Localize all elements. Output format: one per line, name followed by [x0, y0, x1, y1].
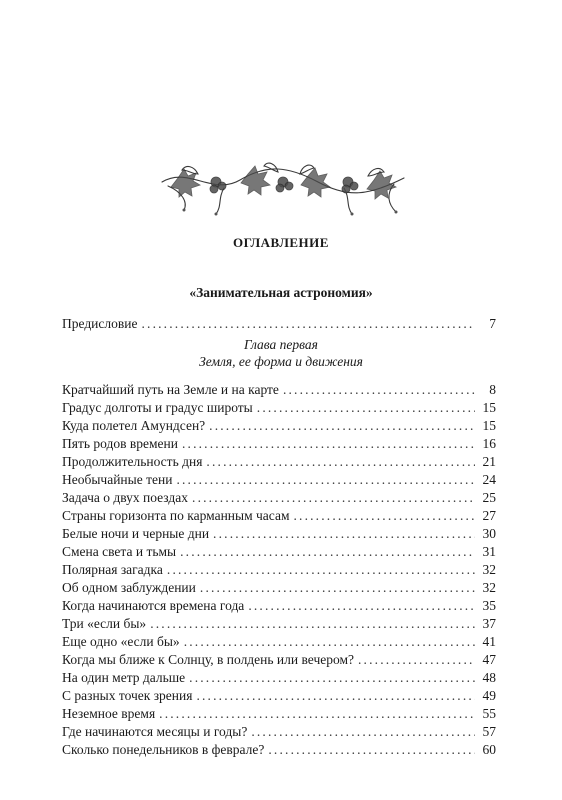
toc-entry[interactable] — [62, 417, 496, 434]
toc-entry[interactable] — [62, 453, 496, 470]
toc-entry-page: 35 — [482, 598, 496, 613]
leader-dots — [257, 399, 475, 416]
toc-entry-page: 32 — [482, 562, 496, 577]
leader-dots — [141, 315, 475, 332]
toc-entry-title: Продолжительность дня — [62, 454, 203, 469]
toc-entry-title: Еще одно «если бы» — [62, 634, 180, 649]
toc-entry[interactable] — [62, 381, 496, 398]
leader-dots — [176, 471, 475, 488]
chapter-label: Глава первая — [244, 337, 318, 352]
chapter-subtitle: Земля, ее форма и движения — [199, 354, 363, 369]
toc-entry[interactable] — [62, 723, 496, 740]
toc-entry-page: 60 — [482, 742, 496, 757]
toc-entry-page: 15 — [482, 418, 496, 433]
toc-entry-title: Об одном заблуждении — [62, 580, 196, 595]
toc-entry-page: 31 — [482, 544, 496, 559]
toc-entry-title: Кратчайший путь на Земле и на карте — [62, 382, 279, 397]
toc-entry[interactable] — [62, 687, 496, 704]
leader-dots — [251, 723, 475, 740]
leader-dots — [358, 651, 475, 668]
toc-entry[interactable] — [62, 399, 496, 416]
toc-entry-page: 15 — [482, 400, 496, 415]
page-title: ОГЛАВЛЕНИЕ — [233, 235, 329, 250]
toc-entry[interactable] — [62, 507, 496, 524]
book-title: «Занимательная астрономия» — [189, 285, 373, 300]
toc-entry-title: Задача о двух поездах — [62, 490, 189, 505]
toc-entry-page: 25 — [482, 490, 496, 505]
leader-dots — [167, 561, 475, 578]
toc-entry[interactable] — [62, 669, 496, 686]
toc-entry[interactable] — [62, 597, 496, 614]
toc-entry[interactable] — [62, 525, 496, 542]
toc-entry[interactable] — [62, 471, 496, 488]
toc-entry[interactable] — [62, 579, 496, 596]
toc-entry-page: 49 — [482, 688, 496, 703]
toc-entry-title: Полярная загадка — [62, 562, 163, 577]
leader-dots — [196, 687, 475, 704]
leader-dots — [192, 489, 475, 506]
leader-dots — [150, 615, 475, 632]
toc-entry-page: 27 — [482, 508, 496, 523]
toc-entry[interactable] — [62, 561, 496, 578]
toc-entry-title: Когда начинаются времена года — [62, 598, 245, 613]
toc-entry-page: 21 — [482, 454, 496, 469]
toc-entry-title: Сколько понедельников в феврале? — [62, 742, 265, 757]
leader-dots — [200, 579, 475, 596]
toc-entry-title: С разных точек зрения — [62, 688, 193, 703]
floral-ornament-icon — [158, 152, 408, 216]
toc-entry-page: 37 — [482, 616, 496, 631]
toc-entry[interactable] — [62, 741, 496, 758]
toc-entry-title: Страны горизонта по карманным часам — [62, 508, 290, 523]
toc-entry-page: 48 — [482, 670, 496, 685]
leader-dots — [182, 435, 475, 452]
leader-dots — [184, 633, 475, 650]
toc-entry[interactable] — [62, 633, 496, 650]
toc-entry-title: Смена света и тьмы — [62, 544, 177, 559]
toc-entry-page: 24 — [482, 472, 496, 487]
toc-entry-page: 7 — [489, 316, 496, 331]
leader-dots — [213, 525, 475, 542]
toc-entry-title: Белые ночи и черные дни — [62, 526, 210, 541]
leader-dots — [159, 705, 475, 722]
toc-entry-title: Предисловие — [62, 316, 138, 331]
toc-entry-page: 30 — [482, 526, 496, 541]
leader-dots — [180, 543, 475, 560]
toc-entry-page: 16 — [482, 436, 496, 451]
toc-entry-title: Пять родов времени — [62, 436, 178, 451]
leader-dots — [293, 507, 475, 524]
toc-entry-page: 57 — [482, 724, 496, 739]
toc-entry-page: 41 — [482, 634, 496, 649]
leader-dots — [206, 453, 475, 470]
toc-entry[interactable] — [62, 705, 496, 722]
toc-entry[interactable] — [62, 651, 496, 668]
leader-dots — [248, 597, 475, 614]
toc-entry-title: Когда мы ближе к Солнцу, в полдень или вечером? — [62, 652, 354, 667]
toc-entry[interactable] — [62, 543, 496, 560]
toc-entry-title: Неземное время — [62, 706, 156, 721]
toc-entry-title: Необычайные тени — [62, 472, 173, 487]
toc-entry-page: 47 — [482, 652, 496, 667]
toc-entry[interactable] — [62, 489, 496, 506]
toc-entry-title: Где начинаются месяцы и годы? — [62, 724, 248, 739]
leader-dots — [268, 741, 475, 758]
toc-entry-page: 55 — [482, 706, 496, 721]
toc-entry-preface[interactable] — [62, 315, 496, 332]
leader-dots — [283, 381, 475, 398]
toc-entry-title: Куда полетел Амундсен? — [62, 418, 206, 433]
leader-dots — [209, 417, 475, 434]
leader-dots — [189, 669, 475, 686]
toc-entry-title: Три «если бы» — [62, 616, 147, 631]
toc-entry[interactable] — [62, 435, 496, 452]
toc-entry-title: На один метр дальше — [62, 670, 186, 685]
toc-entry-page: 8 — [489, 382, 496, 397]
toc-entry-title: Градус долготы и градус широты — [62, 400, 253, 415]
toc-entry-page: 32 — [482, 580, 496, 595]
toc-entry[interactable] — [62, 615, 496, 632]
